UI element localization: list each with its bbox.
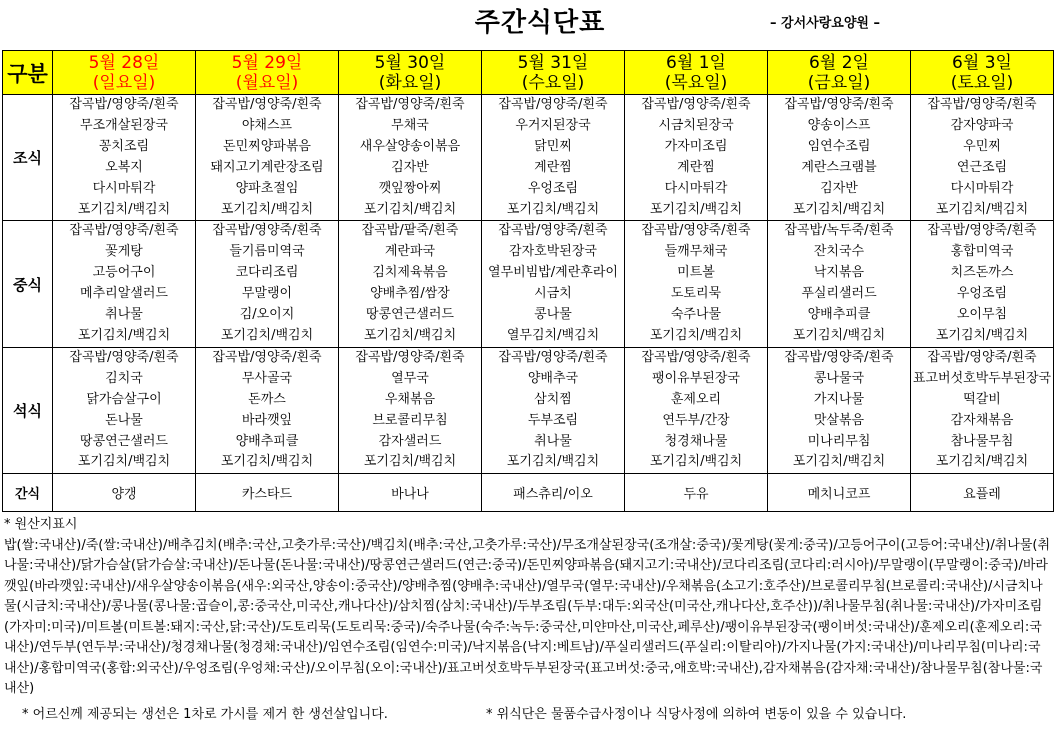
menu-item: 우거지된장국 [515, 117, 591, 133]
menu-item: 떡갈비 [963, 391, 1001, 407]
snack-label: 간식 [3, 474, 53, 512]
menu-cell [482, 221, 625, 347]
menu-item: 무말랭이 [241, 286, 293, 302]
menu-cell [625, 347, 768, 473]
header [0, 0, 1056, 40]
menu-item: 삼치찜 [534, 391, 572, 407]
menu-item: 포기김치/백김치 [220, 327, 314, 343]
menu-item: 닭가슴살구이 [86, 391, 162, 407]
menu-item: 잡곡밥/영양죽/흰죽 [784, 349, 894, 365]
menu-item: 포기김치/백김치 [935, 201, 1029, 217]
menu-item: 연근조림 [956, 159, 1008, 175]
menu-item: 김치국 [105, 370, 143, 386]
menu-item: 우채볶음 [384, 391, 436, 407]
menu-item: 포기김치/백김치 [935, 327, 1029, 343]
menu-item: 들깨무채국 [664, 244, 728, 260]
menu-item: 땅콩연근샐러드 [366, 307, 454, 323]
menu-item: 계란파국 [384, 244, 436, 260]
menu-cell [339, 347, 482, 473]
menu-item: 고등어구이 [92, 265, 156, 281]
menu-cell [482, 347, 625, 473]
day-date: 5월 28일 [88, 52, 160, 73]
menu-item: 포기김치/백김치 [649, 201, 743, 217]
menu-cell [53, 95, 196, 221]
menu-item: 양배추피클 [235, 433, 299, 449]
menu-item: 꽃게탕 [105, 244, 143, 260]
snack-cell: 두유 [625, 474, 768, 512]
menu-cell [196, 347, 339, 473]
menu-item: 표고버섯호박두부된장국 [912, 370, 1052, 386]
menu-item: 양배추피클 [807, 307, 871, 323]
menu-item: 가지나물 [813, 391, 865, 407]
menu-item: 포기김치/백김치 [792, 454, 886, 470]
menu-item: 무사골국 [241, 370, 293, 386]
menu-cell [911, 221, 1054, 347]
menu-cell [339, 221, 482, 347]
meal-label: 중식 [3, 221, 53, 347]
menu-item: 포기김치/백김치 [792, 201, 886, 217]
day-weekday: (수요일) [521, 72, 585, 93]
menu-cell [768, 347, 911, 473]
menu-cell [53, 221, 196, 347]
corner-label: 구분 [3, 51, 53, 95]
menu-item: 김치제육볶음 [372, 265, 448, 281]
day-header [53, 51, 196, 95]
menu-item: 양파초절임 [235, 180, 299, 196]
menu-item: 포기김치/백김치 [77, 201, 171, 217]
snack-cell: 요플레 [911, 474, 1054, 512]
menu-cell [53, 347, 196, 473]
menu-item: 팽이유부된장국 [652, 370, 740, 386]
menu-cell [339, 95, 482, 221]
menu-item: 잡곡밥/영양죽/흰죽 [784, 97, 894, 112]
menu-item: 도토리묵 [670, 286, 722, 302]
menu-cell [625, 221, 768, 347]
snack-cell: 패스츄리/이오 [482, 474, 625, 512]
snack-cell: 양갱 [53, 474, 196, 512]
menu-item: 다시마튀각 [664, 180, 728, 196]
menu-item: 새우살양송이볶음 [359, 138, 461, 154]
menu-cell [482, 95, 625, 221]
footer-note-fish: * 어르신께 제공되는 생선은 1차로 가시를 제거 한 생선살입니다. [22, 707, 388, 722]
menu-cell [196, 95, 339, 221]
snack-cell: 메치니코프 [768, 474, 911, 512]
menu-item: 낙지볶음 [813, 265, 865, 281]
menu-item: 돈나물 [105, 412, 143, 428]
day-header [625, 51, 768, 95]
day-weekday: (목요일) [664, 72, 728, 93]
menu-item: 숙주나물 [670, 307, 722, 323]
day-header [768, 51, 911, 95]
day-weekday: (금요일) [807, 72, 871, 93]
menu-item: 포기김치/백김치 [506, 454, 600, 470]
menu-item: 참나물무침 [950, 433, 1014, 449]
menu-item: 양송이스프 [807, 117, 871, 133]
menu-item: 시금치 [534, 286, 572, 302]
menu-item: 포기김치/백김치 [363, 327, 457, 343]
origin-text: 밥(쌀:국내산)/죽(쌀:국내산)/배추김치(배추:국산,고춧가루:국산)/백김치(배추:국산,고춧가루:국산)/무조개살된장국(조개살:중국)/꽃게탕(꽃게:중국)/고등어구이(고등어:국내산)/취나물(취나물:국내산)/닭가슴살(닭가슴살:국내산)/돈나물(돈나물:국내산)/땅콩연근샐러드(연근:중국)/돈민찌양파볶음(돼지고기:국내산)/코다리조림(코다리:러시아)/무말랭이(무말랭이:중국)/바라깻잎(바라깻잎:국내산)/새우살양송이볶음(새우:외국산,양송이:중국산)/양배추찜(양배추:국내산)/열무국(열무:국내산)/우채볶음(소고기:호주산)/브로콜리무침(브로콜리:국내산)/시금치나물(시금치:국내산)/콩나물(콩나물:곱슬이,콩:중국산,미국산,캐나다산)/삼치찜(삼치:국내산)/두부조림(두부:대두:외국산(미국산,캐나다산,호주산))/취나물무침(취나물:국내산)/가자미조림(가자미:미국)/미트볼(미트볼:돼지:국산,닭:국산)/도토리묵(도토리묵:중국)/숙주나물(숙주:녹두:중국산,미얀마산,미국산,페루산)/팽이유부된장국(팽이버섯:국내산)/훈제오리(훈제오리:국내산)/연두부(연두부:국내산)/청경채나물(청경채:국내산)/임연수조림(임연수:미국)/낙지볶음(낙지:베트남)/푸실리샐러드(푸실리:이탈리아)/가지나물(가지:국내산)/미나리무침(미나리:국내산)/홍합미역국(홍합:외국산)/우엉조림(우엉채:국산)/오이무침(오이:국내산)/표고버섯호박두부된장국(표고버섯:중국,애호박:국내산),감자채볶음(감자채:국내산)/참나물무침(참나물:국내산) [4, 537, 1051, 696]
menu-item: 두부조림 [527, 412, 579, 428]
day-date: 5월 31일 [517, 52, 589, 73]
day-date: 6월 1일 [666, 52, 726, 73]
meal-label: 조식 [3, 95, 53, 221]
menu-item: 들기름미역국 [229, 244, 305, 260]
menu-item: 미나리무침 [807, 433, 871, 449]
menu-item: 브로콜리무침 [372, 412, 448, 428]
day-header [196, 51, 339, 95]
day-header [911, 51, 1054, 95]
menu-item: 포기김치/백김치 [77, 454, 171, 470]
menu-item: 잡곡밥/녹두죽/흰죽 [784, 223, 894, 239]
menu-item: 감자호박된장국 [509, 244, 597, 260]
menu-item: 땅콩연근샐러드 [80, 433, 168, 449]
day-header [482, 51, 625, 95]
menu-item: 계란스크램블 [801, 159, 877, 175]
menu-item: 임연수조림 [807, 138, 871, 154]
menu-item: 청경채나물 [664, 433, 728, 449]
day-date: 5월 29일 [231, 52, 303, 73]
menu-item: 잡곡밥/영양죽/흰죽 [641, 97, 751, 112]
menu-item: 포기김치/백김치 [649, 327, 743, 343]
menu-cell [768, 221, 911, 347]
menu-item: 양배추국 [527, 370, 579, 386]
menu-item: 양배추찜/쌈장 [370, 286, 450, 302]
origin-heading: * 원산지표시 [4, 517, 78, 532]
menu-item: 감자양파국 [950, 117, 1014, 133]
menu-item: 포기김치/백김치 [506, 201, 600, 217]
meal-row [3, 221, 1054, 347]
menu-item: 포기김치/백김치 [363, 201, 457, 217]
menu-item: 계란찜 [534, 159, 572, 175]
menu-item: 잡곡밥/영양죽/흰죽 [355, 349, 465, 365]
page-title: 주간식단표 [474, 8, 606, 38]
menu-item: 포기김치/백김치 [220, 201, 314, 217]
menu-item: 잡곡밥/팥죽/흰죽 [361, 223, 459, 239]
day-weekday: (토요일) [950, 72, 1014, 93]
menu-item: 오복지 [105, 159, 143, 175]
menu-item: 포기김치/백김치 [77, 327, 171, 343]
menu-item: 잡곡밥/영양죽/흰죽 [69, 349, 179, 365]
menu-cell [625, 95, 768, 221]
menu-item: 열무김치/백김치 [506, 327, 600, 343]
menu-item: 감자채볶음 [950, 412, 1014, 428]
menu-item: 시금치된장국 [658, 117, 734, 133]
snack-row [3, 474, 1054, 512]
menu-item: 감자샐러드 [378, 433, 442, 449]
menu-item: 김/오이지 [239, 307, 295, 323]
day-header-row [3, 51, 1054, 95]
menu-item: 미트볼 [677, 265, 715, 281]
meal-row [3, 95, 1054, 221]
menu-item: 우엉조림 [956, 286, 1008, 302]
menu-item: 잡곡밥/영양죽/흰죽 [212, 97, 322, 112]
menu-item: 메추리알샐러드 [80, 286, 168, 302]
menu-item: 잡곡밥/영양죽/흰죽 [927, 97, 1037, 112]
snack-cell: 바나나 [339, 474, 482, 512]
menu-item: 돈민찌양파볶음 [223, 138, 311, 154]
day-weekday: (월요일) [235, 72, 299, 93]
menu-item: 바라깻잎 [241, 412, 293, 428]
menu-item: 돼지고기계란장조림 [210, 159, 324, 175]
menu-item: 열무국 [391, 370, 429, 386]
menu-cell [911, 347, 1054, 473]
menu-item: 연두부/간장 [662, 412, 730, 428]
menu-item: 맛살볶음 [813, 412, 865, 428]
menu-item: 잡곡밥/영양죽/흰죽 [498, 349, 608, 365]
footer-note-change: * 위식단은 물품수급사정이나 식당사정에 의하여 변동이 있을 수 있습니다. [486, 707, 907, 722]
menu-item: 잡곡밥/영양죽/흰죽 [69, 97, 179, 112]
menu-cell [911, 95, 1054, 221]
menu-item: 포기김치/백김치 [649, 454, 743, 470]
menu-item: 잡곡밥/영양죽/흰죽 [498, 97, 608, 112]
menu-item: 잡곡밥/영양죽/흰죽 [212, 349, 322, 365]
menu-item: 우엉조림 [527, 180, 579, 196]
menu-item: 잡곡밥/영양죽/흰죽 [927, 223, 1037, 239]
menu-item: 푸실리샐러드 [801, 286, 877, 302]
menu-item: 무채국 [391, 117, 429, 133]
menu-item: 콩나물국 [813, 370, 865, 386]
day-date: 5월 30일 [374, 52, 446, 73]
menu-item: 잡곡밥/영양죽/흰죽 [69, 223, 179, 239]
menu-item: 콩나물 [534, 307, 572, 323]
menu-item: 무조개살된장국 [80, 117, 168, 133]
day-date: 6월 2일 [809, 52, 869, 73]
menu-item: 가자미조림 [664, 138, 728, 154]
snack-cell: 카스타드 [196, 474, 339, 512]
facility-name: – 강서사랑요양원 – [770, 16, 880, 31]
menu-item: 잡곡밥/영양죽/흰죽 [641, 349, 751, 365]
menu-item: 깻잎짱아찌 [378, 180, 442, 196]
menu-item: 우민찌 [963, 138, 1001, 154]
menu-item: 닭민찌 [534, 138, 572, 154]
weekly-menu-table [2, 50, 1054, 512]
menu-item: 다시마튀각 [950, 180, 1014, 196]
menu-item: 김자반 [391, 159, 429, 175]
day-weekday: (화요일) [378, 72, 442, 93]
menu-item: 취나물 [105, 307, 143, 323]
menu-item: 취나물 [534, 433, 572, 449]
menu-item: 야채스프 [241, 117, 293, 133]
meal-row [3, 347, 1054, 473]
menu-item: 잡곡밥/영양죽/흰죽 [641, 223, 751, 239]
menu-item: 오이무침 [956, 307, 1008, 323]
menu-item: 돈까스 [248, 391, 286, 407]
menu-item: 포기김치/백김치 [220, 454, 314, 470]
menu-item: 잡곡밥/영양죽/흰죽 [355, 97, 465, 112]
menu-item: 포기김치/백김치 [363, 454, 457, 470]
menu-item: 계란찜 [677, 159, 715, 175]
menu-item: 포기김치/백김치 [935, 454, 1029, 470]
menu-item: 꽁치조림 [98, 138, 150, 154]
menu-item: 코다리조림 [235, 265, 299, 281]
menu-item: 열무비빔밥/계란후라이 [488, 265, 618, 281]
menu-item: 잔치국수 [813, 244, 865, 260]
menu-item: 잡곡밥/영양죽/흰죽 [212, 223, 322, 239]
menu-cell [768, 95, 911, 221]
menu-item: 홍합미역국 [950, 244, 1014, 260]
menu-item: 치즈돈까스 [950, 265, 1014, 281]
meal-label: 석식 [3, 347, 53, 473]
menu-cell [196, 221, 339, 347]
day-weekday: (일요일) [92, 72, 156, 93]
day-date: 6월 3일 [952, 52, 1012, 73]
menu-item: 김자반 [820, 180, 858, 196]
menu-item: 다시마튀각 [92, 180, 156, 196]
day-header [339, 51, 482, 95]
menu-item: 포기김치/백김치 [792, 327, 886, 343]
menu-item: 훈제오리 [670, 391, 722, 407]
origin-notes [4, 515, 1052, 700]
menu-item: 잡곡밥/영양죽/흰죽 [498, 223, 608, 239]
menu-item: 잡곡밥/영양죽/흰죽 [927, 349, 1037, 365]
